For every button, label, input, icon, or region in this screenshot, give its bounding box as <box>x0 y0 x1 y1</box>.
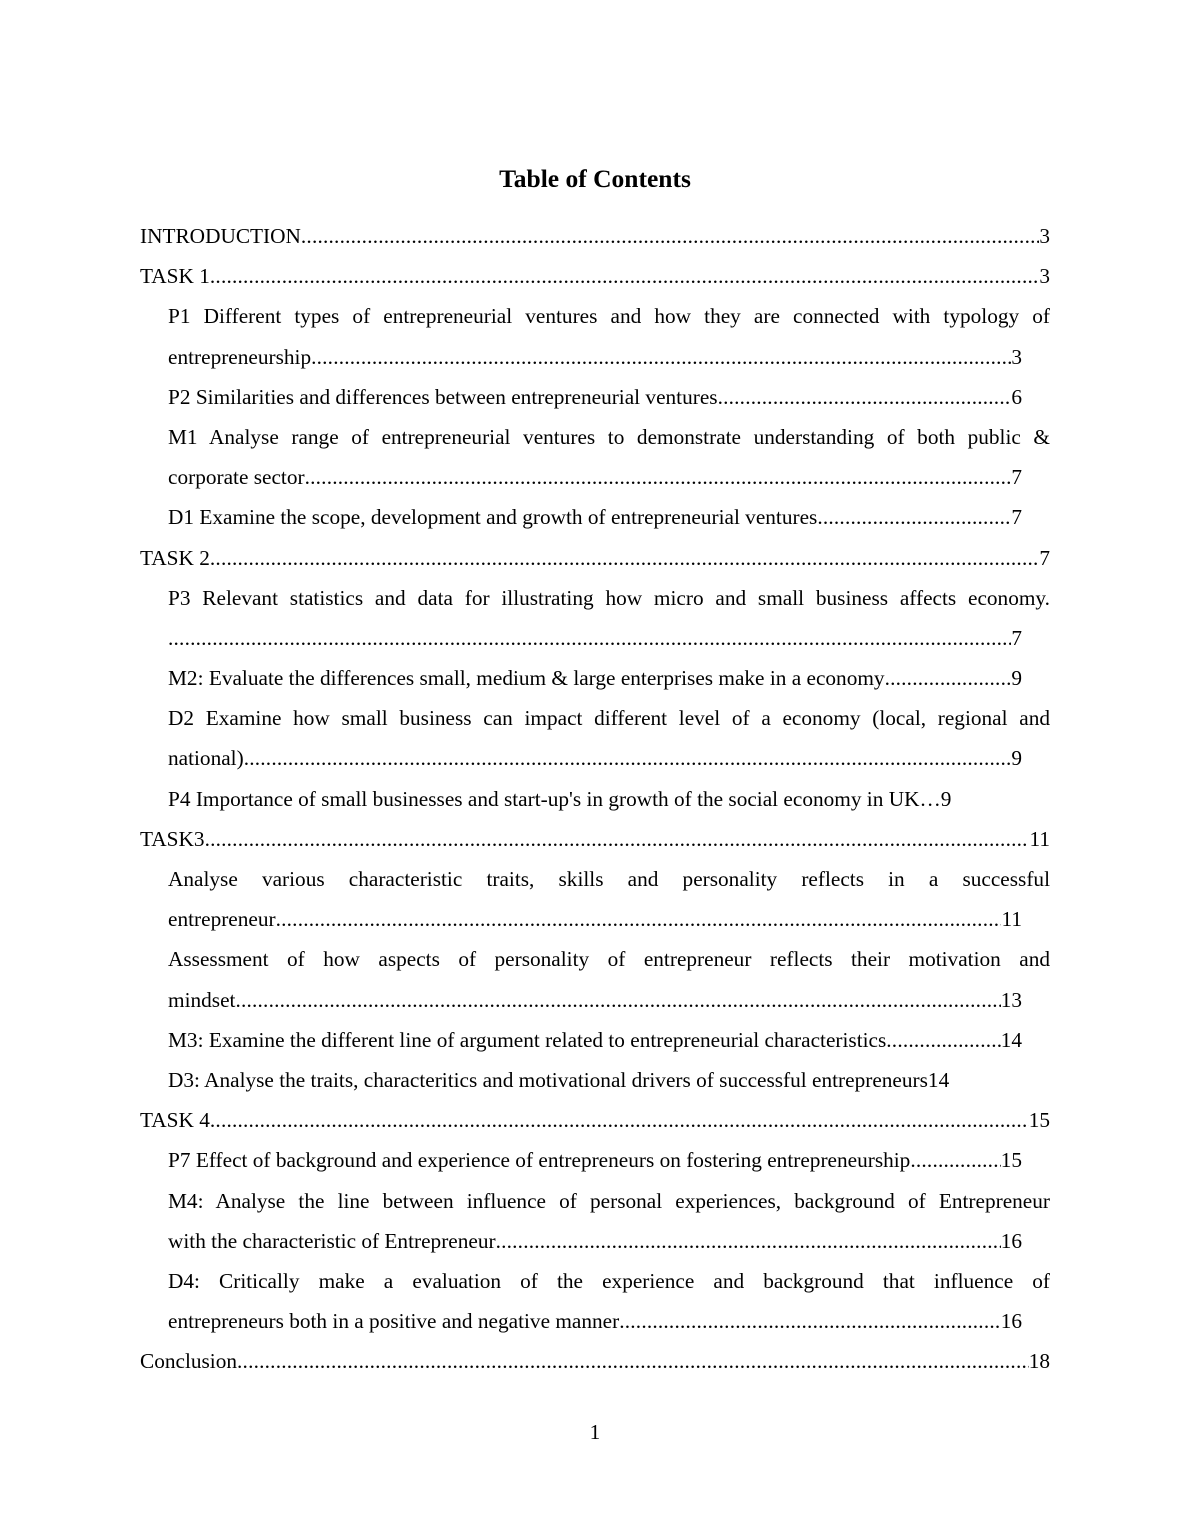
toc-page-number: 11 <box>1029 826 1050 851</box>
toc-entry-text: P4 Importance of small businesses and start-up's in growth of the social economy in UK… <box>168 786 941 811</box>
toc-entry-m3[interactable] <box>168 1020 1050 1060</box>
toc-entry-text: mindset <box>168 987 236 1012</box>
toc-entry-d4[interactable] <box>168 1301 1050 1341</box>
leader-dots <box>168 618 1011 658</box>
toc-entry-text: TASK 1 <box>140 264 210 289</box>
toc-entry-m1[interactable] <box>168 457 1050 497</box>
toc-entry-task-3[interactable] <box>140 819 1050 859</box>
toc-entry-text: M2: Evaluate the differences small, medium & large enterprises make in a economy <box>168 666 885 691</box>
toc-entry-d2-line1[interactable] <box>168 698 1050 738</box>
leader-dots <box>237 1341 1029 1381</box>
toc-page-number: 3 <box>1011 344 1022 369</box>
leader-dots <box>205 819 1030 859</box>
leader-dots <box>301 216 1039 256</box>
toc-page-number: 13 <box>1000 987 1022 1012</box>
toc-entry-text: TASK3 <box>140 826 205 851</box>
toc-entry-text: INTRODUCTION <box>140 224 301 248</box>
toc-entry-assessment[interactable] <box>168 980 1050 1020</box>
toc-entry-text: entrepreneurship <box>168 344 312 369</box>
leader-dots <box>210 1100 1029 1140</box>
toc-page-number: 18 <box>1028 1349 1050 1374</box>
toc-entry-text: M3: Examine the different line of argument related to entrepreneurial characteristics <box>168 1027 887 1052</box>
toc-entry-text: M4: Analyse the line between influence of personal experiences, background of Entrepreneur <box>168 1188 1050 1213</box>
toc-entry-text: national) <box>168 746 244 771</box>
toc-page-number: 14 <box>1000 1027 1022 1052</box>
toc-entry-text: P3 Relevant statistics and data for illustrating how micro and small business affects economy. <box>168 585 1050 610</box>
toc-entry-analyse-traits[interactable] <box>168 899 1050 939</box>
toc-entry-text: Analyse various characteristic traits, skills and personality reflects in a successful <box>168 867 1050 891</box>
toc-entry-text: D3: Analyse the traits, characteritics and motivational drivers of successful entrepreneurs <box>168 1067 928 1092</box>
toc-entry-d3[interactable] <box>168 1060 1050 1100</box>
toc-entry-m4[interactable] <box>168 1221 1050 1261</box>
toc-page-number: 3 <box>1039 264 1050 289</box>
toc-entry-text: Conclusion <box>140 1349 238 1374</box>
toc-page-number: 9 <box>1011 666 1022 691</box>
leader-dots <box>886 1020 1000 1060</box>
toc-entry-d2[interactable] <box>168 738 1050 778</box>
toc-entry-text: TASK 4 <box>140 1108 210 1133</box>
toc-entry-task-4[interactable] <box>140 1100 1050 1140</box>
toc-entry-text: P2 Similarities and differences between entrepreneurial ventures <box>168 384 718 409</box>
toc-page-number: 7 <box>1039 545 1050 570</box>
toc-entry-m2[interactable] <box>168 658 1050 698</box>
leader-dots <box>817 497 1011 537</box>
leader-dots <box>244 738 1012 778</box>
leader-dots <box>210 538 1039 578</box>
toc-entry-text: M1 Analyse range of entrepreneurial ventures to demonstrate understanding of both public & <box>168 424 1050 449</box>
leader-dots <box>276 899 1002 939</box>
leader-dots <box>210 256 1039 296</box>
page-title: Table of Contents <box>499 164 691 193</box>
toc-page-number: 9 <box>940 786 952 811</box>
toc-entry-task-1[interactable] <box>140 256 1050 296</box>
toc-entry-task-2[interactable] <box>140 538 1050 578</box>
toc-page-number: 15 <box>1000 1148 1022 1173</box>
toc-entry-text: entrepreneurs both in a positive and negative manner <box>168 1309 620 1334</box>
leader-dots <box>718 377 1012 417</box>
toc-entry-analyse-traits-line1[interactable] <box>168 859 1050 899</box>
toc-entry-text: corporate sector <box>168 465 305 490</box>
toc-entry-p4[interactable] <box>168 779 1050 819</box>
toc-entry-p3[interactable] <box>168 618 1050 658</box>
leader-dots <box>496 1221 1001 1261</box>
toc-page-number: 16 <box>1000 1228 1022 1253</box>
leader-dots <box>311 337 1011 377</box>
toc-entry-introduction[interactable] <box>140 216 1050 256</box>
leader-dots <box>910 1140 1000 1180</box>
table-of-contents <box>140 216 1050 1381</box>
toc-entry-text: P7 Effect of background and experience of entrepreneurs on fostering entrepreneurship <box>168 1148 911 1173</box>
leader-dots <box>619 1301 1000 1341</box>
toc-entry-p1[interactable] <box>168 337 1050 377</box>
toc-entry-m1-line1[interactable] <box>168 417 1050 457</box>
toc-entry-d1[interactable] <box>168 497 1050 537</box>
toc-entry-p3-line1[interactable] <box>168 578 1050 618</box>
toc-page-number: 3 <box>1039 224 1050 248</box>
toc-entry-conclusion[interactable] <box>140 1341 1050 1381</box>
toc-entry-text: D2 Examine how small business can impact different level of a economy (local, regional and <box>168 706 1050 731</box>
toc-entry-text: Assessment of how aspects of personality of entrepreneur reflects their motivation and <box>168 947 1050 972</box>
toc-page-number: 6 <box>1011 384 1022 409</box>
page-number: 1 <box>589 1420 601 1444</box>
toc-page-number: 11 <box>1001 907 1022 932</box>
leader-dots <box>885 658 1012 698</box>
toc-entry-text: P1 Different types of entrepreneurial ventures and how they are connected with typology of <box>168 304 1050 329</box>
toc-entry-p7[interactable] <box>168 1140 1050 1180</box>
toc-entry-text: D4: Critically make a evaluation of the experience and background that influence of <box>168 1268 1050 1293</box>
toc-entry-p2[interactable] <box>168 377 1050 417</box>
toc-page-number: 7 <box>1011 505 1022 530</box>
toc-entry-d4-line1[interactable] <box>168 1261 1050 1301</box>
toc-entry-assessment-line1[interactable] <box>168 939 1050 979</box>
toc-page-number: 9 <box>1011 746 1022 771</box>
toc-entry-m4-line1[interactable] <box>168 1181 1050 1221</box>
toc-page-number: 7 <box>1011 625 1022 650</box>
toc-page-number: 15 <box>1028 1108 1050 1133</box>
toc-page-number: 7 <box>1011 465 1022 490</box>
toc-page-number: 16 <box>1000 1309 1022 1334</box>
leader-dots <box>305 457 1012 497</box>
toc-entry-text: TASK 2 <box>140 545 210 570</box>
toc-entry-text: with the characteristic of Entrepreneur <box>168 1228 496 1253</box>
toc-entry-text: entrepreneur <box>168 907 276 932</box>
toc-entry-p1-line1[interactable] <box>168 296 1050 336</box>
toc-entry-text: D1 Examine the scope, development and growth of entrepreneurial ventures <box>168 505 818 530</box>
leader-dots <box>235 980 1000 1020</box>
toc-page-number: 14 <box>927 1067 950 1092</box>
